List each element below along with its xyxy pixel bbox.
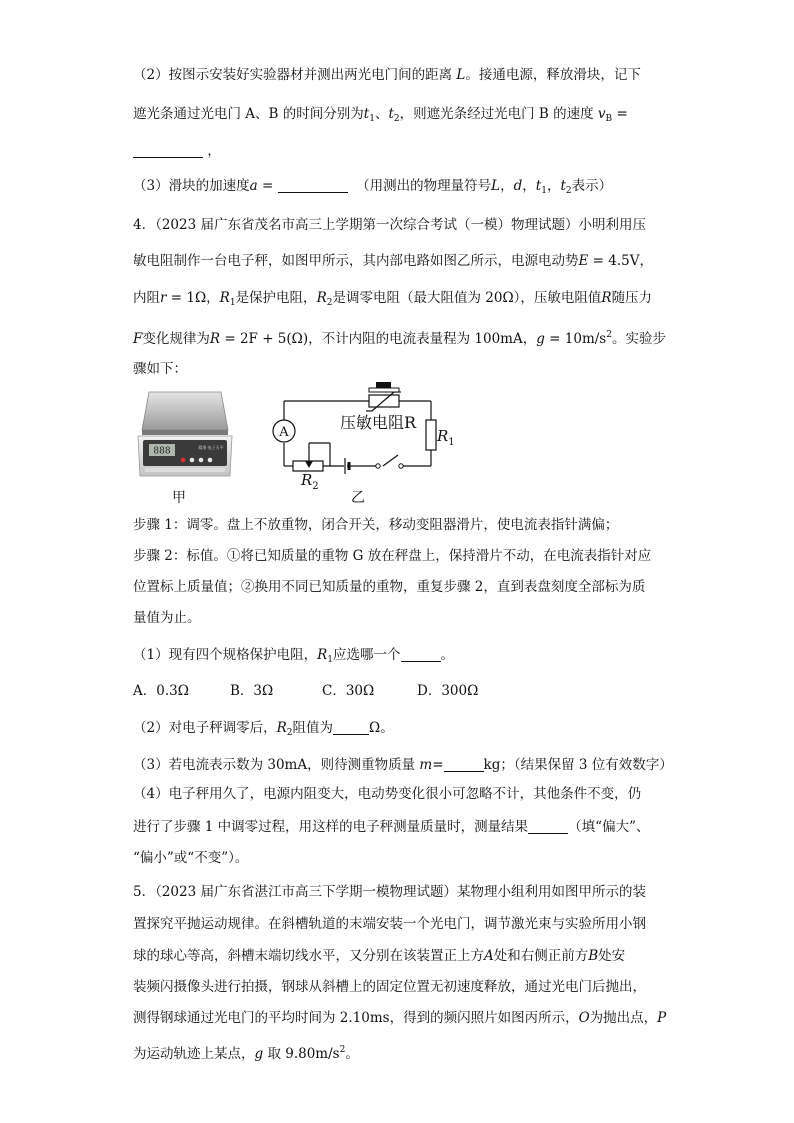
q5-stem-line2: 置探究平抛运动规律。在斜槽轨道的末端安装一个光电门，调节激光束与实验所用小钢 bbox=[133, 916, 646, 932]
q4-step2-line1: 步骤 2：标值。①将已知质量的重物 G 放在秤盘上，保持滑片不动，在电流表指针对应 bbox=[133, 548, 652, 564]
q4-part4-line1: （4）电子秤用久了，电源内阻变大，电动势变化很小可忽略不计，其他条件不变，仍 bbox=[133, 786, 642, 802]
q4-part2: （2）对电子秤调零后，$R_2$阻值为 Ω。 bbox=[133, 720, 394, 738]
q4-options bbox=[133, 682, 478, 700]
circuit-diagram bbox=[266, 380, 455, 492]
scale-button-icon bbox=[208, 458, 213, 463]
option-b[interactable]: B．3Ω bbox=[230, 683, 274, 699]
answer-blank-r1[interactable] bbox=[401, 647, 441, 662]
q3-part3-line: （3）滑块的加速度a = （用测出的物理量符号L，d，$t_1$，$t_2$表示） bbox=[133, 178, 613, 196]
q4-stem-line5: 骤如下： bbox=[133, 361, 187, 377]
answer-blank-mass[interactable] bbox=[444, 757, 484, 772]
ammeter-label: A bbox=[279, 425, 289, 440]
option-a[interactable]: A．0.3Ω bbox=[133, 683, 189, 699]
scale-brand-label: 精准·电子天平 bbox=[198, 445, 224, 450]
q4-stem-line3: 内阻r = 1Ω，$R_1$是保护电阻，$R_2$是调零电阻（最大阻值为 20Ω），压敏电阻值R随压力 bbox=[133, 290, 653, 308]
figure-caption-jia: 甲 bbox=[172, 490, 186, 506]
q5-stem-line3: 球的球心等高，斜槽末端切线水平，又分别在该装置正上方A处和右侧正前方B处安 bbox=[133, 948, 626, 964]
q4-part1: （1）现有四个规格保护电阻，$R_1$应选哪一个 。 bbox=[133, 647, 454, 665]
r1-label: $R_1$ bbox=[437, 427, 455, 448]
q4-part4-line2: 进行了步骤 1 中调零过程，用这样的电子秤测量质量时，测量结果 （填“偏大”、 bbox=[133, 819, 650, 835]
q4-stem-line1: 4．（2023 届广东省茂名市高三上学期第一次综合考试（一模）物理试题）小明利用压 bbox=[133, 217, 646, 233]
scale-button-icon bbox=[181, 458, 186, 463]
figure-caption-yi: 乙 bbox=[351, 490, 365, 506]
r2-label: $R_2$ bbox=[301, 471, 319, 492]
q3-part2-line2: 遮光条通过光电门 A、B 的时间分别为$t_1$、$t_2$，则遮光条经过光电门 B 的速度 $v_B$ = bbox=[133, 106, 628, 124]
answer-blank-result[interactable] bbox=[528, 819, 568, 834]
q5-stem-line6: 为运动轨迹上某点，g 取 $9.80m/s^2$。 bbox=[133, 1045, 359, 1062]
option-d[interactable]: D．300Ω bbox=[417, 683, 479, 699]
q4-step2-line3: 量值为止。 bbox=[133, 610, 201, 626]
q4-part3: （3）若电流表示数为 30mA，则待测重物质量 m= kg；（结果保留 3 位有效数字） bbox=[133, 757, 673, 773]
q3-part2-line1: （2）按图示安装好实验器材并测出两光电门间的距离 L。接通电源，释放滑块，记下 bbox=[133, 67, 641, 83]
answer-blank-r2[interactable] bbox=[333, 720, 369, 735]
q5-stem-line4: 装频闪摄像头进行拍摄，钢球从斜槽上的固定位置无初速度释放，通过光电门后抛出， bbox=[133, 979, 646, 995]
answer-blank-vb[interactable] bbox=[133, 143, 203, 158]
option-c[interactable]: C．30Ω bbox=[322, 683, 375, 699]
q4-step2-line2: 位置标上质量值；②换用不同已知质量的重物，重复步骤 2，直到表盘刻度全部标为质 bbox=[133, 579, 646, 595]
q4-stem-line4: F变化规律为R = 2F + 5(Ω)，不计内阻的电流表量程为 100mA，$g = 10m/s^2$。实验步 bbox=[133, 330, 666, 347]
q3-part2-line3: ， bbox=[133, 142, 221, 160]
q4-stem-line2: 敏电阻制作一台电子秤，如图甲所示，其内部电路如图乙所示，电源电动势E = 4.5V， bbox=[133, 253, 653, 269]
scale-button-icon bbox=[190, 458, 195, 463]
scale-display-readout: 888 bbox=[153, 446, 171, 457]
scale-button-icon bbox=[199, 458, 204, 463]
q4-step1: 步骤 1：调零。盘上不放重物，闭合开关，移动变阻器滑片，使电流表指针满偏； bbox=[133, 517, 619, 533]
electronic-scale-figure bbox=[135, 388, 235, 483]
answer-blank-a[interactable] bbox=[278, 178, 348, 193]
q5-stem-line5: 测得钢球通过光电门的平均时间为 2.10ms，得到的频闪照片如图丙所示，O为抛出点，P bbox=[133, 1010, 667, 1026]
q4-part4-line3: “偏小”或“不变”）。 bbox=[133, 850, 249, 866]
pressure-sensor-label: 压敏电阻R bbox=[340, 413, 417, 432]
q5-stem-line1: 5．（2023 届广东省湛江市高三下学期一模物理试题）某物理小组利用如图甲所示的装 bbox=[133, 884, 646, 900]
slider-arrow-icon bbox=[305, 461, 313, 468]
